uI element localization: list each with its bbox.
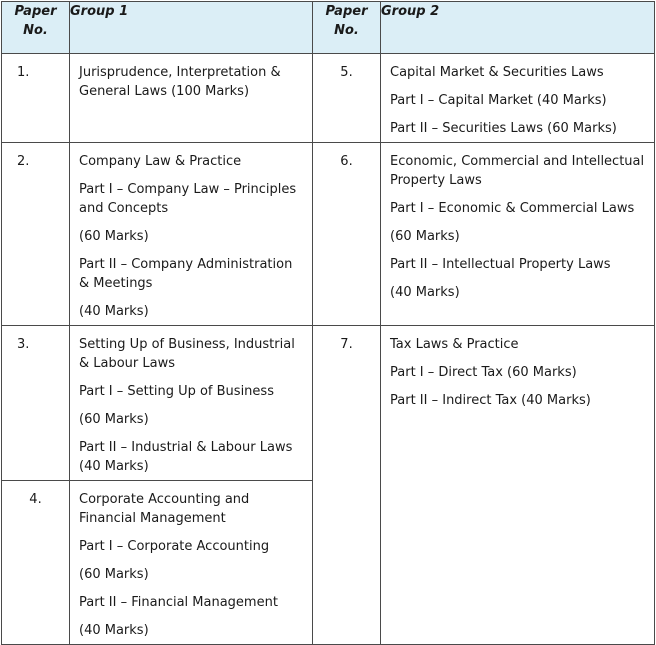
header-group1: Group 1 — [70, 2, 313, 54]
header-paper-label: Paper — [14, 4, 57, 19]
paper-line: (60 Marks) — [79, 412, 149, 427]
paper-line: Company Law & Practice — [79, 154, 242, 169]
paper-description — [70, 326, 313, 481]
paper-line: (60 Marks) — [390, 229, 460, 244]
paper-number: 5. — [313, 54, 381, 143]
paper-description — [381, 54, 655, 143]
paper-line: Part II – Indirect Tax (40 Marks) — [390, 393, 591, 408]
paper-number: 3. — [2, 326, 70, 481]
paper-number: 6. — [313, 143, 381, 326]
paper-number: 7. — [313, 326, 381, 645]
paper-description — [381, 326, 655, 645]
table-row — [2, 143, 655, 326]
paper-line: Part II – Intellectual Property Laws — [390, 257, 611, 272]
paper-description — [381, 143, 655, 326]
table-header-row — [2, 2, 655, 54]
header-no-label: No. — [23, 23, 48, 38]
paper-line: Part II – Securities Laws (60 Marks) — [390, 121, 617, 136]
paper-line: Part I – Company Law – Principles and Concepts — [79, 182, 297, 216]
paper-description — [70, 143, 313, 326]
header-group2: Group 2 — [381, 2, 655, 54]
header-paper-no-group1 — [2, 2, 70, 54]
paper-line: Setting Up of Business, Industrial & Labour Laws — [79, 337, 295, 371]
paper-line: Part II – Industrial & Labour Laws — [79, 440, 293, 455]
paper-line: Part I – Corporate Accounting — [79, 539, 270, 554]
paper-line: Part I – Setting Up of Business — [79, 384, 274, 399]
paper-line: (40 Marks) — [390, 285, 460, 300]
paper-line: Corporate Accounting and Financial Management — [79, 492, 250, 526]
paper-line: Part II – Company Administration & Meetings — [79, 257, 293, 291]
paper-description — [70, 54, 313, 143]
paper-line: Jurisprudence, Interpretation & General Laws (100 Marks) — [79, 65, 281, 99]
table-row — [2, 326, 655, 481]
paper-line: (40 Marks) — [79, 304, 149, 319]
paper-line: Part I – Economic & Commercial Laws — [390, 201, 635, 216]
paper-number: 4. — [2, 481, 70, 645]
paper-line: Economic, Commercial and Intellectual Property Laws — [390, 154, 645, 188]
paper-number: 2. — [2, 143, 70, 326]
paper-line: (60 Marks) — [79, 229, 149, 244]
paper-line: (40 Marks) — [79, 459, 149, 474]
paper-line: Capital Market & Securities Laws — [390, 65, 604, 80]
paper-line: Part II – Financial Management — [79, 595, 278, 610]
header-no-label: No. — [334, 23, 359, 38]
paper-line: (60 Marks) — [79, 567, 149, 582]
header-paper-no-group2 — [313, 2, 381, 54]
paper-line: Tax Laws & Practice — [390, 337, 519, 352]
paper-line: Part I – Direct Tax (60 Marks) — [390, 365, 577, 380]
paper-line: Part I – Capital Market (40 Marks) — [390, 93, 607, 108]
papers-table — [1, 1, 655, 645]
table-row — [2, 54, 655, 143]
header-paper-label: Paper — [325, 4, 368, 19]
paper-number: 1. — [2, 54, 70, 143]
paper-description — [70, 481, 313, 645]
paper-line: (40 Marks) — [79, 623, 149, 638]
